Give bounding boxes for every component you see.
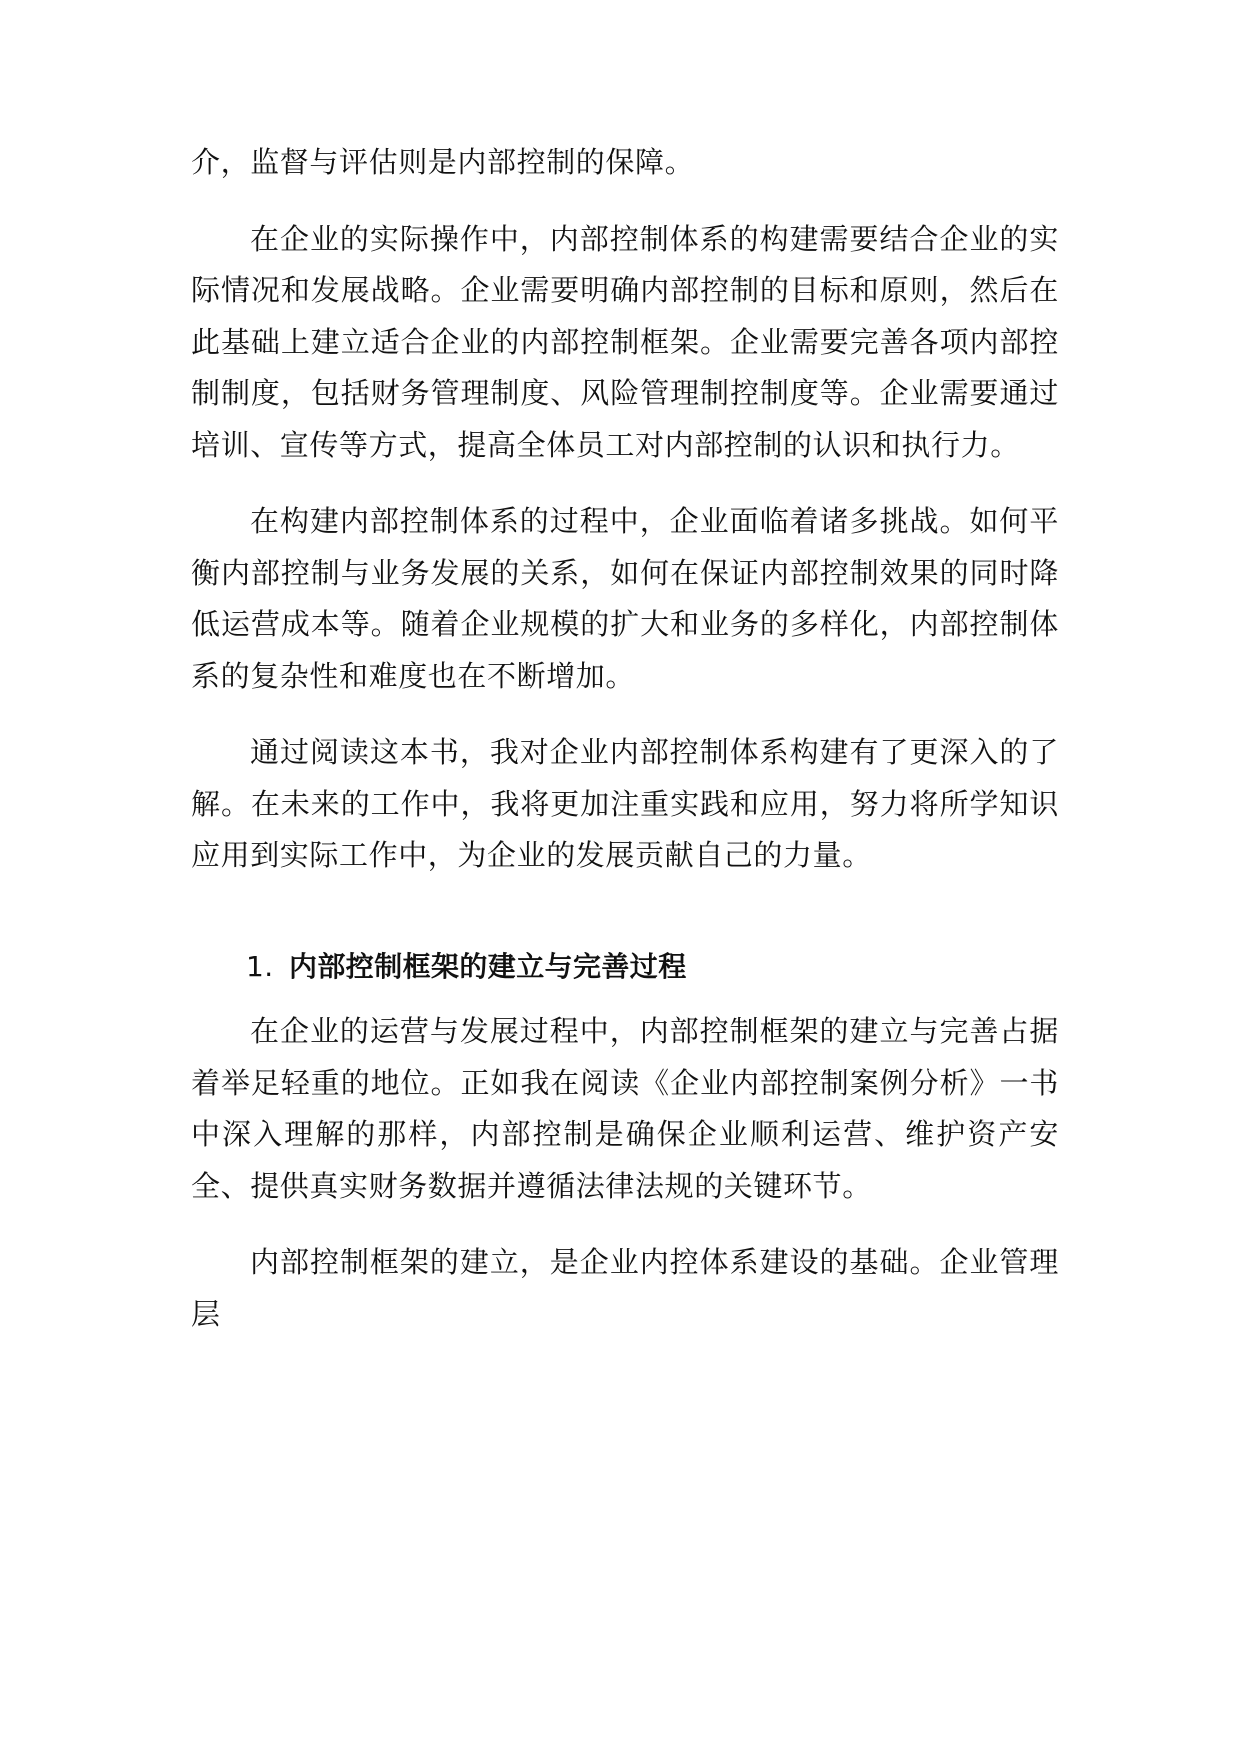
paragraph: 通过阅读这本书，我对企业内部控制体系构建有了更深入的了解。在未来的工作中，我将更加注重实践和应用，努力将所学知识应用到实际工作中，为企业的发展贡献自己的力量。 <box>191 735 1059 872</box>
section-heading <box>191 941 1059 993</box>
paragraph: 介，监督与评估则是内部控制的保障。 <box>191 145 695 179</box>
paragraph: 在构建内部控制体系的过程中，企业面临着诸多挑战。如何平衡内部控制与业务发展的关系，如何在保证内部控制效果的同时降低运营成本等。随着企业规模的扩大和业务的多样化，内部控制体系的复杂性和难度也在不断增加。 <box>191 504 1059 693</box>
paragraph: 在企业的运营与发展过程中，内部控制框架的建立与完善占据着举足轻重的地位。正如我在阅读《企业内部控制案例分析》一书中深入理解的那样，内部控制是确保企业顺利运营、维护资产安全、提供真实财务数据并遵循法律法规的关键环节。 <box>191 1014 1059 1203</box>
section-title: 内部控制框架的建立与完善过程 <box>289 949 687 983</box>
paragraph: 在企业的实际操作中，内部控制体系的构建需要结合企业的实际情况和发展战略。企业需要明确内部控制的目标和原则，然后在此基础上建立适合企业的内部控制框架。企业需要完善各项内部控制制度，包括财务管理制度、风险管理制控制度等。企业需要通过培训、宣传等方式，提高全体员工对内部控制的认识和执行力。 <box>191 221 1059 462</box>
document-body <box>191 137 1059 1365</box>
section-number: 1. <box>246 949 274 983</box>
paragraph: 内部控制框架的建立，是企业内控体系建设的基础。企业管理层 <box>191 1245 1059 1331</box>
